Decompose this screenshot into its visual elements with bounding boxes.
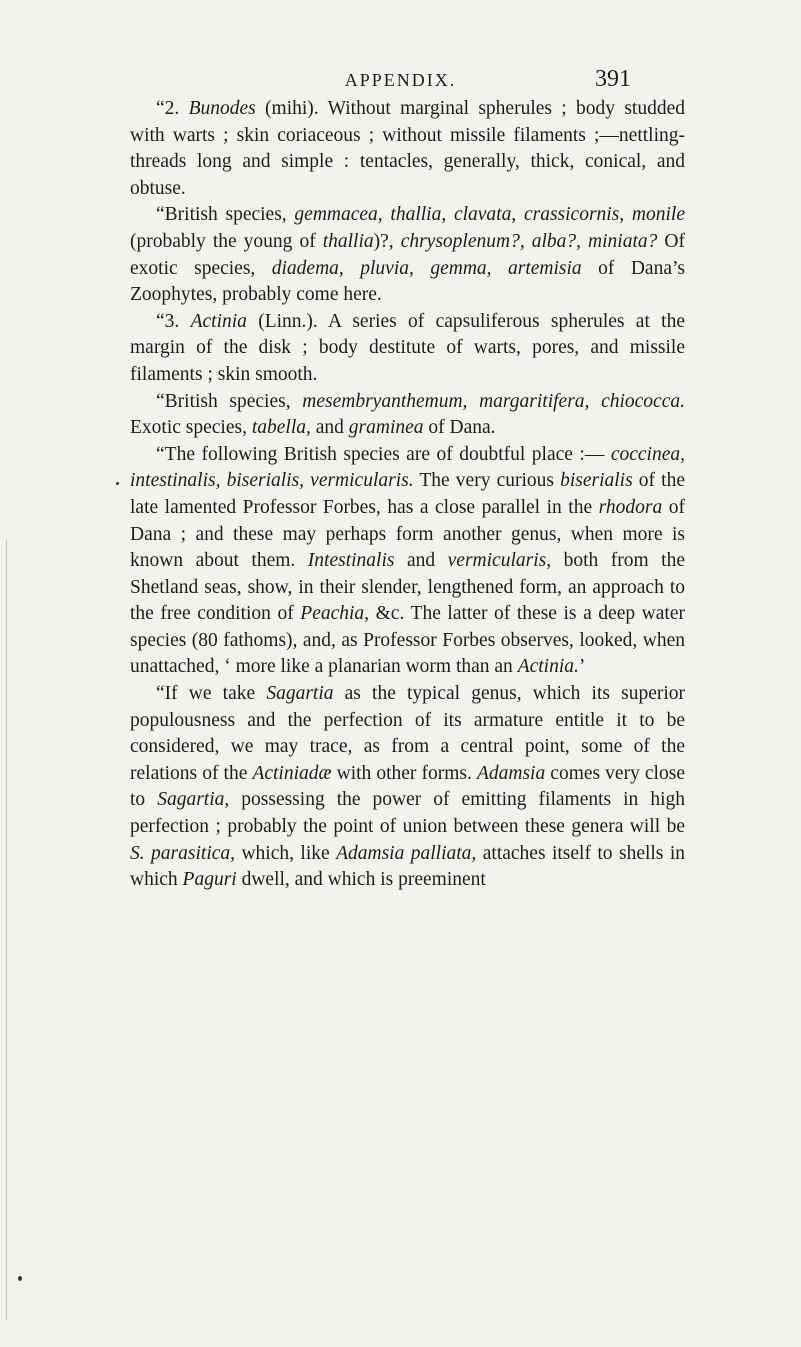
text-run: comes very close to [130, 762, 685, 811]
species-name: Bunodes [188, 98, 256, 119]
page-number: 391 [595, 66, 631, 92]
species-name: Actinia. [517, 656, 579, 678]
text-run: possessing the power of emitting filaments in high perfection ; probably the point of union between these genera will be [130, 789, 685, 838]
text-run: of Dana’s Zoophytes, probably come here. [130, 257, 685, 306]
text-run: (Linn.). A series of capsuliferous spherules at the margin of the disk ; body destitute of warts, pores, and missile filaments ; skin smooth. [130, 310, 686, 385]
paragraph [130, 202, 685, 308]
species-name: coccinea, intestinalis, biserialis, vermicularis. [130, 443, 685, 492]
margin-speck [18, 1276, 22, 1281]
species-name: graminea [348, 417, 424, 439]
species-name: mesembryanthemum, margaritifera, chiococca. [302, 390, 685, 412]
species-name: tabella, [251, 417, 311, 439]
text-run: dwell, and which is preeminent [236, 869, 486, 891]
text-run: “2. [156, 98, 189, 119]
running-title: APPENDIX. [344, 70, 457, 90]
text-run: Of exotic species, [130, 230, 685, 279]
text-run: of Dana. [423, 417, 496, 439]
paragraph [130, 96, 685, 202]
text-run: as the typical genus, which its superior populousness and the perfection of its armature entitle it to be considered, we may trace, as from a central point, some of the relations of the [130, 683, 686, 784]
species-name: biserialis [560, 470, 633, 492]
species-name: Peachia, [300, 603, 370, 625]
text-run: ’ [578, 656, 586, 678]
body-text [130, 96, 685, 894]
species-name: rhodora [598, 496, 663, 518]
species-name: Actinia [190, 310, 247, 332]
species-name: Adamsia palliata, [336, 842, 477, 864]
paragraph [130, 309, 685, 389]
text-run: “British species, [156, 204, 295, 226]
species-name: Adamsia [476, 762, 546, 784]
text-run: )?, [373, 230, 401, 252]
text-run: both from the Shetland seas, show, in their slender, lengthened form, an approach to the free condition of [130, 550, 686, 625]
paragraph [130, 442, 685, 681]
species-name: chrysoplenum?, alba?, miniata? [400, 230, 658, 252]
text-run: and [310, 417, 349, 439]
text-run: &c. The latter of these is a deep water species (80 fathoms), and, as Professor Forbes observes, looked, when unattached, ‘ more like a planarian worm than an [130, 603, 685, 678]
species-name: Paguri [182, 869, 237, 891]
text-run: attaches itself to shells in which [130, 842, 685, 891]
paragraph [130, 681, 685, 894]
species-name: diadema, pluvia, gemma, artemisia [271, 257, 582, 279]
text-run: and [394, 550, 448, 572]
text-run: “3. [156, 310, 191, 332]
text-run: (mihi). Without marginal spherules ; body studded with warts ; skin coriaceous ; without missile filaments ;—nettling-threads long and simple : tentacles, generally, thick, conical, and obtuse. [130, 98, 685, 199]
text-run: “British species, [156, 390, 303, 412]
margin-speck [116, 482, 119, 485]
text-run: “If we take [156, 683, 267, 705]
species-name: Actiniadæ [252, 762, 332, 784]
running-head [0, 66, 801, 96]
text-run: (probably the young of [130, 230, 323, 252]
text-run: Exotic species, [130, 417, 252, 439]
species-name: vermicularis, [447, 550, 552, 572]
species-name: gemmacea, thallia, clavata, crassicornis, monile [294, 204, 685, 226]
species-name: Sagartia [266, 683, 334, 705]
species-name: thallia [322, 230, 374, 252]
binding-shadow [6, 540, 7, 1320]
text-run: The very curious [413, 470, 561, 492]
species-name: Intestinalis [307, 550, 395, 572]
text-run: of the late lamented Professor Forbes, has a close parallel in the [130, 470, 685, 518]
text-run: which, like [235, 842, 337, 864]
text-run: with other forms. [331, 762, 477, 784]
text-run: “The following British species are of doubtful place :— [156, 443, 611, 465]
species-name: Sagartia, [157, 789, 230, 811]
paragraph [130, 389, 685, 442]
text-run: of Dana ; and these may perhaps form another genus, when more is known about them. [130, 496, 685, 572]
species-name: S. parasitica, [130, 842, 236, 864]
